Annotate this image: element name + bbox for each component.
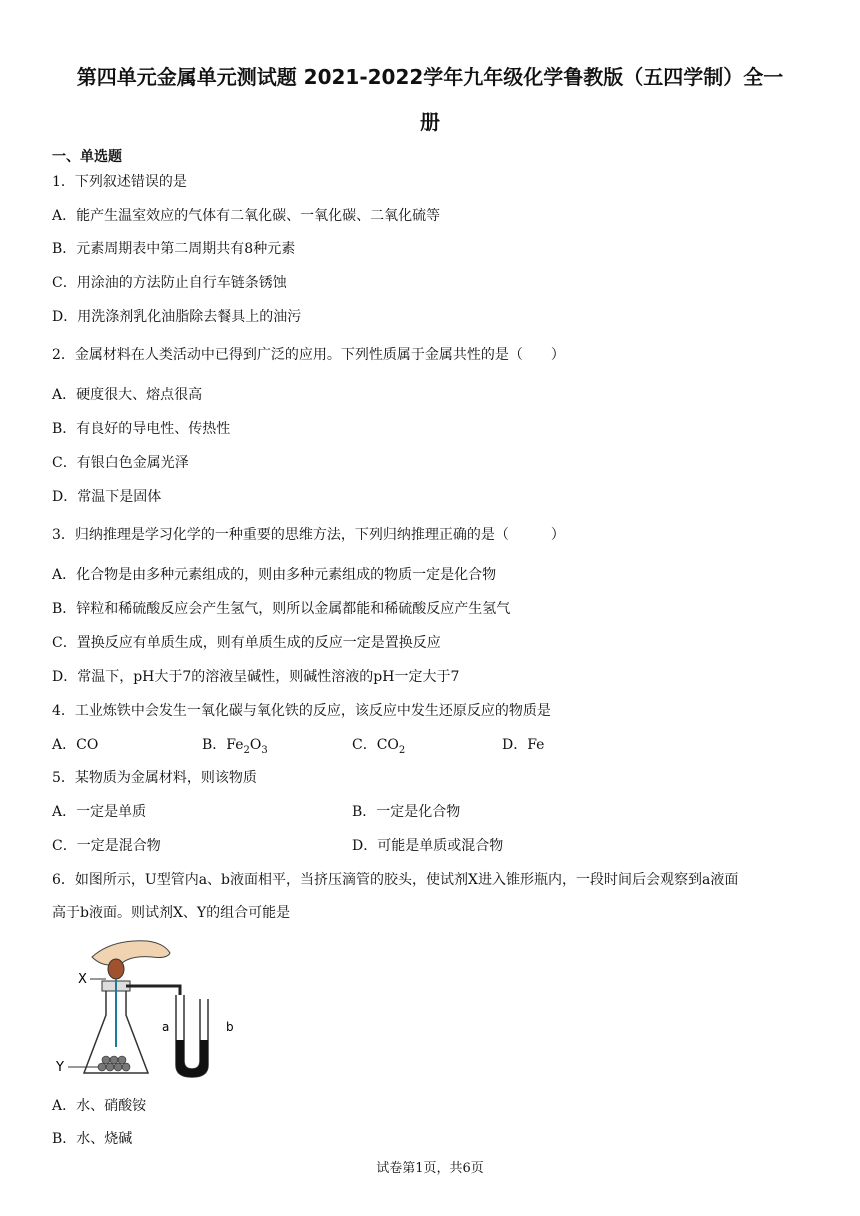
section-heading: 一、单选题 xyxy=(52,149,122,165)
connecting-tube xyxy=(126,986,180,995)
question-4-option-d: D．Fe xyxy=(502,737,545,753)
subscript: 3 xyxy=(261,744,268,756)
subscript: 2 xyxy=(243,744,250,756)
question-4-option-c xyxy=(352,735,405,761)
question-4-stem: 4．工业炼铁中会发生一氧化碳与氧化铁的反应，该反应中发生还原反应的物质是 xyxy=(52,703,551,719)
label-x: X xyxy=(78,972,87,987)
option-c-text: C．CO xyxy=(352,737,399,753)
question-1-option-b: B．元素周期表中第二周期共有8种元素 xyxy=(52,241,296,257)
question-4-option-a: A．CO xyxy=(52,737,99,753)
question-2-option-b: B．有良好的导电性、传热性 xyxy=(52,421,231,437)
page-title-line-2: 册 xyxy=(420,110,440,134)
question-2-option-a: A．硬度很大、熔点很高 xyxy=(52,387,203,403)
solid-y-particles xyxy=(98,1056,130,1071)
question-2-option-c: C．有银白色金属光泽 xyxy=(52,455,189,471)
question-6-option-a: A．水、硝酸铵 xyxy=(52,1098,147,1114)
dropper-bulb xyxy=(108,959,124,979)
question-6-option-b: B．水、烧碱 xyxy=(52,1131,133,1147)
page-title-line-1: 第四单元金属单元测试题 2021-2022学年九年级化学鲁教版（五四学制）全一 xyxy=(76,65,784,89)
question-6-stem-line-1: 6．如图所示，U型管内a、b液面相平，当挤压滴管的胶头，使试剂X进入锥形瓶内，一段时间后会观察到a液面 xyxy=(52,872,739,888)
question-5-option-b: B．一定是化合物 xyxy=(352,804,461,820)
label-b: b xyxy=(226,1020,234,1034)
label-y: Y xyxy=(56,1060,64,1075)
question-3-option-d: D．常温下，pH大于7的溶液呈碱性，则碱性溶液的pH一定大于7 xyxy=(52,669,460,685)
question-5-stem: 5．某物质为金属材料，则该物质 xyxy=(52,770,257,786)
option-b-text: B．Fe xyxy=(202,737,244,753)
apparatus-figure xyxy=(52,935,252,1085)
question-3-stem: 3．归纳推理是学习化学的一种重要的思维方法，下列归纳推理正确的是（ ） xyxy=(52,527,565,543)
page-footer: 试卷第1页，共6页 xyxy=(376,1161,484,1176)
question-3-option-c: C．置换反应有单质生成，则有单质生成的反应一定是置换反应 xyxy=(52,635,441,651)
u-tube-liquid xyxy=(176,1040,208,1077)
question-1-option-a: A．能产生温室效应的气体有二氧化碳、一氧化碳、二氧化硫等 xyxy=(52,208,441,224)
question-1-option-d: D．用洗涤剂乳化油脂除去餐具上的油污 xyxy=(52,309,302,325)
question-2-option-d: D．常温下是固体 xyxy=(52,489,162,505)
question-2-stem: 2．金属材料在人类活动中已得到广泛的应用。下列性质属于金属共性的是（ ） xyxy=(52,347,565,363)
question-5-option-c: C．一定是混合物 xyxy=(52,838,161,854)
question-3-option-b: B．锌粒和稀硫酸反应会产生氢气，则所以金属都能和稀硫酸反应产生氢气 xyxy=(52,601,511,617)
question-5-option-d: D．可能是单质或混合物 xyxy=(352,838,504,854)
question-5-option-a: A．一定是单质 xyxy=(52,804,147,820)
question-6-stem-line-2: 高于b液面。则试剂X、Y的组合可能是 xyxy=(52,905,291,921)
question-4-option-b xyxy=(202,735,268,761)
option-b-oxygen: O xyxy=(249,737,262,753)
hand-illustration xyxy=(92,941,170,965)
subscript: 2 xyxy=(398,744,406,756)
question-3-option-a: A．化合物是由多种元素组成的，则由多种元素组成的物质一定是化合物 xyxy=(52,567,497,583)
label-a: a xyxy=(162,1020,170,1034)
question-1-option-c: C．用涂油的方法防止自行车链条锈蚀 xyxy=(52,275,287,291)
question-1-stem: 1．下列叙述错误的是 xyxy=(52,174,187,190)
